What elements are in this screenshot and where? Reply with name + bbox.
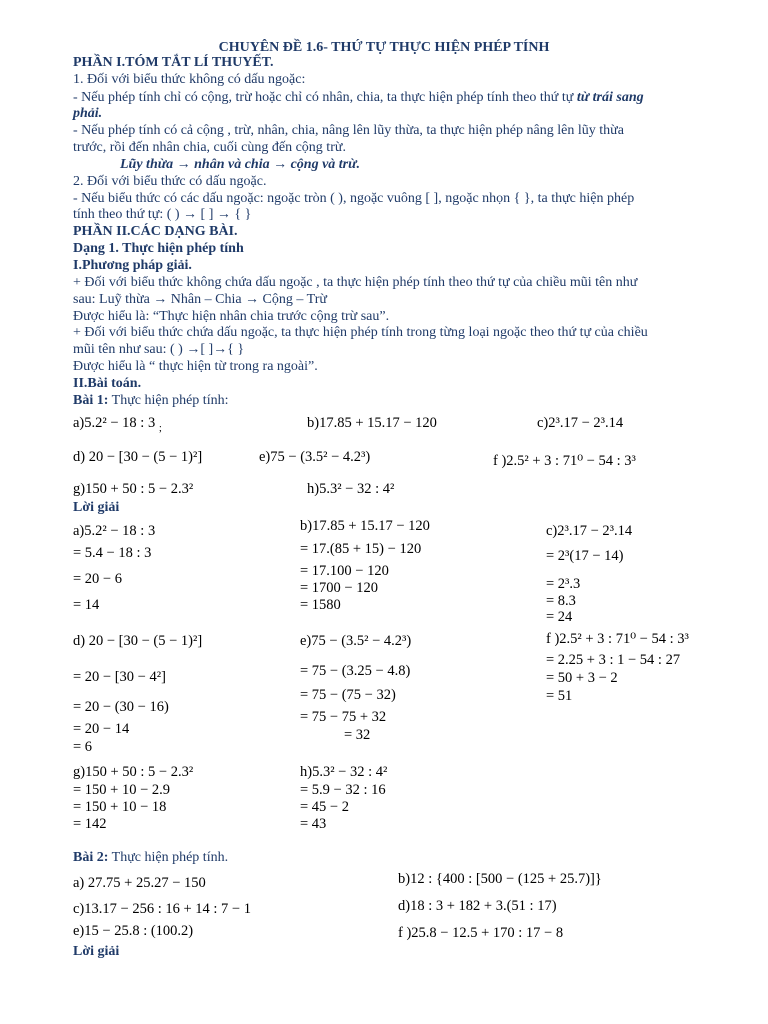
bai1-solution-heading: Lời giải — [73, 500, 120, 515]
bai2-instruction: Thực hiện phép tính. — [111, 850, 229, 865]
solution-a-line: = 5.4 − 18 : 3 — [73, 545, 152, 561]
solution-c-line: = 2³.3 — [546, 576, 581, 592]
bai2-problem-a: a) 27.75 + 25.27 − 150 — [73, 875, 206, 891]
theory-rule-a-emphasis-cont: phải. — [73, 106, 103, 121]
bai1-problem-a-expr: a)5.2² − 18 : 3 — [73, 415, 156, 431]
bai2-problem-b: b)12 : {400 : [500 − (125 + 25.7)]} — [398, 871, 602, 887]
solution-d-line: = 6 — [73, 739, 93, 755]
solution-d-line: d) 20 − [30 − (5 − 1)²] — [73, 633, 203, 649]
method-2-line1: + Đối với biểu thức chứa dấu ngoặc, ta thực hiện phép tính trong từng loại ngoặc theo thứ tự của chiều — [73, 325, 648, 340]
bai1-problem-a-mark: ; — [158, 422, 162, 434]
solution-e-line: e)75 − (3.5² − 4.2³) — [300, 633, 412, 649]
bai1-problem-h: h)5.3² − 32 : 4² — [307, 481, 395, 497]
solution-f-line: = 2.25 + 3 : 1 − 54 : 27 — [546, 652, 681, 668]
solution-c-line: c)2³.17 − 2³.14 — [546, 523, 633, 539]
theory-rule-a — [73, 90, 644, 106]
solution-e-line: = 75 − (75 − 32) — [300, 687, 396, 703]
solution-b-line: = 17.(85 + 15) − 120 — [300, 541, 422, 557]
bai1-label: Bài 1: — [73, 393, 109, 408]
theory-item2-rule-line1: - Nếu biểu thức có các dấu ngoặc: ngoặc tròn ( ), ngoặc vuông [ ], ngoặc nhọn { }, ta thực hiện phép — [73, 191, 635, 206]
bai2-label: Bài 2: — [73, 850, 109, 865]
solution-h-line: = 5.9 − 32 : 16 — [300, 782, 386, 798]
theory-item-2: 2. Đối với biểu thức có dấu ngoặc. — [73, 174, 267, 189]
bai2-problem-e: e)15 − 25.8 : (100.2) — [73, 923, 194, 939]
bai2-heading — [73, 850, 228, 866]
method-1-line3: Được hiểu là: “Thực hiện nhân chia trước cộng trừ sau”. — [73, 309, 390, 324]
theory-item-1: 1. Đối với biểu thức không có dấu ngoặc: — [73, 72, 306, 87]
solution-g-line: g)150 + 50 : 5 − 2.3² — [73, 764, 194, 780]
solution-f-line: = 51 — [546, 688, 573, 704]
order-of-operations: Lũy thừa → nhân và chia → cộng và trừ. — [120, 157, 361, 172]
bai1-problem-b: b)17.85 + 15.17 − 120 — [307, 415, 437, 431]
bai1-problem-c: c)2³.17 − 2³.14 — [537, 415, 624, 431]
method-heading: I.Phương pháp giải. — [73, 258, 192, 273]
solution-d-line: = 20 − 14 — [73, 721, 130, 737]
bai1-heading — [73, 393, 228, 409]
solution-g-line: = 150 + 10 − 18 — [73, 799, 167, 815]
bai2-problem-c: c)13.17 − 256 : 16 + 14 : 7 − 1 — [73, 901, 251, 917]
method-2-line3: Được hiểu là “ thực hiện từ trong ra ngoài”. — [73, 359, 318, 374]
problems-heading: II.Bài toán. — [73, 376, 142, 391]
bai1-problem-g: g)150 + 50 : 5 − 2.3² — [73, 481, 194, 497]
method-1-line1: + Đối với biểu thức không chứa dấu ngoặc , ta thực hiện phép tính theo thứ tự của chiều mũi tên như — [73, 275, 638, 290]
bai2-problem-f: f )25.8 − 12.5 + 170 : 17 − 8 — [398, 925, 564, 941]
solution-h-line: = 43 — [300, 816, 327, 832]
solution-h-line: h)5.3² − 32 : 4² — [300, 764, 388, 780]
theory-rule-a-emphasis: từ trái sang — [576, 90, 644, 105]
solution-a-line: a)5.2² − 18 : 3 — [73, 523, 156, 539]
solution-g-line: = 142 — [73, 816, 107, 832]
bai1-problem-a — [73, 414, 162, 437]
method-2-line2: mũi tên như sau: ( ) →[ ]→{ } — [73, 342, 245, 357]
solution-h-line: = 45 − 2 — [300, 799, 349, 815]
solution-c-line: = 2³(17 − 14) — [546, 548, 624, 564]
solution-b-line: = 17.100 − 120 — [300, 563, 389, 579]
solution-b-line: = 1580 — [300, 597, 341, 613]
solution-e-line: = 32 — [344, 727, 371, 743]
solution-a-line: = 14 — [73, 597, 100, 613]
solution-g-line: = 150 + 10 − 2.9 — [73, 782, 171, 798]
theory-rule-b-line1: - Nếu phép tính có cả cộng , trừ, nhân, chia, nâng lên lũy thừa, ta thực hiện phép nâng lên lũy thừa — [73, 123, 624, 138]
bai1-problem-e: e)75 − (3.5² − 4.2³) — [259, 449, 371, 465]
solution-c-line: = 24 — [546, 609, 573, 625]
solution-f-line: = 50 + 3 − 2 — [546, 670, 618, 686]
solution-c-line: = 8.3 — [546, 593, 576, 609]
bai1-problem-d: d) 20 − [30 − (5 − 1)²] — [73, 449, 203, 465]
solution-e-line: = 75 − (3.25 − 4.8) — [300, 663, 411, 679]
method-1-line2: sau: Luỹ thừa → Nhân – Chia → Cộng – Trừ — [73, 292, 327, 307]
solution-d-line: = 20 − [30 − 4²] — [73, 669, 166, 685]
theory-rule-b-line2: trước, rồi đến nhân chia, cuối cùng đến cộng trừ. — [73, 140, 346, 155]
bai2-solution-heading: Lời giải — [73, 944, 120, 959]
theory-item2-rule-line2: tính theo thứ tự: ( ) → [ ] → { } — [73, 207, 252, 222]
document-title: CHUYÊN ĐỀ 1.6- THỨ TỰ THỰC HIỆN PHÉP TÍNH — [218, 40, 550, 55]
solution-f-line: f )2.5² + 3 : 71⁰ − 54 : 3³ — [546, 631, 689, 647]
part2-heading: PHẦN II.CÁC DẠNG BÀI. — [73, 224, 238, 239]
bai1-instruction: Thực hiện phép tính: — [111, 393, 229, 408]
solution-e-line: = 75 − 75 + 32 — [300, 709, 387, 725]
solution-a-line: = 20 − 6 — [73, 571, 122, 587]
solution-b-line: = 1700 − 120 — [300, 580, 378, 596]
solution-d-line: = 20 − (30 − 16) — [73, 699, 169, 715]
dang1-heading: Dạng 1. Thực hiện phép tính — [73, 241, 244, 256]
theory-rule-a-text: - Nếu phép tính chỉ có cộng, trừ hoặc chỉ có nhân, chia, ta thực hiện phép tính theo thứ tự — [73, 90, 574, 105]
solution-b-line: b)17.85 + 15.17 − 120 — [300, 518, 430, 534]
bai2-problem-d: d)18 : 3 + 182 + 3.(51 : 17) — [398, 898, 557, 914]
bai1-problem-f: f )2.5² + 3 : 71⁰ − 54 : 3³ — [493, 453, 636, 469]
part1-heading: PHẦN I.TÓM TẮT LÍ THUYẾT. — [73, 55, 274, 70]
